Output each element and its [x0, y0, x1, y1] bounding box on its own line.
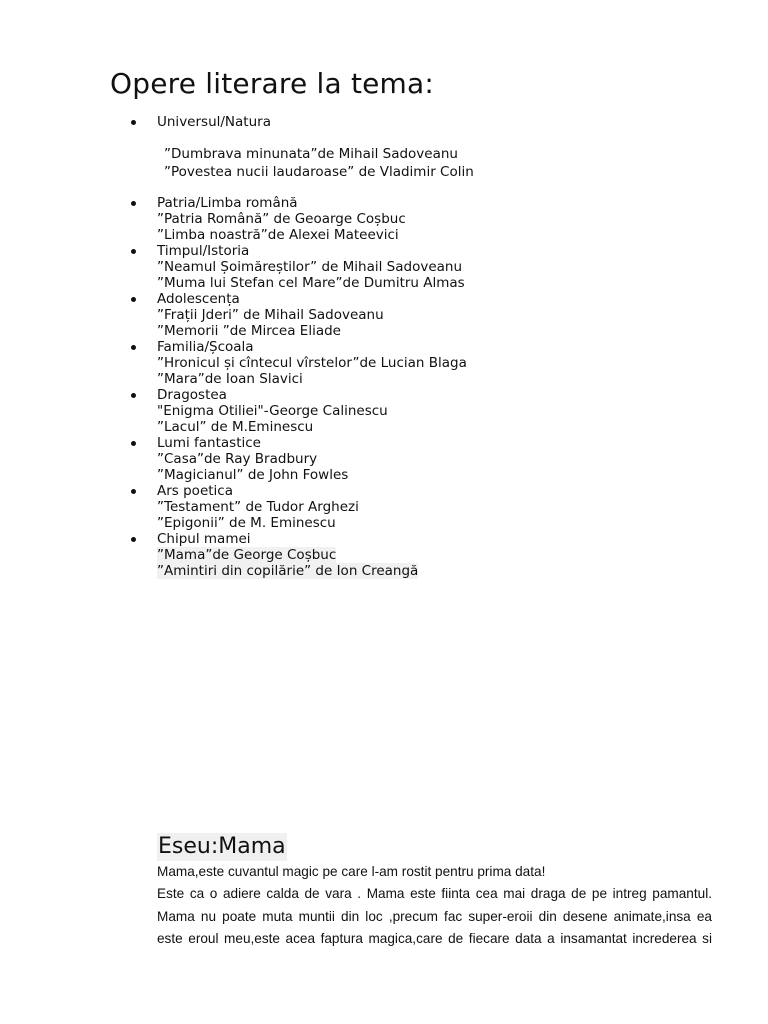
essay-line: Este ca o adiere calda de vara . Mama este fiinta cea mai draga de pe intreg pamantul. [157, 886, 712, 902]
topics-list [0, 114, 768, 579]
work-title: ”Muma lui Stefan cel Mare”de Dumitru Almas [157, 275, 465, 291]
topic-label: Patria/Limba română [157, 195, 298, 211]
list-item [0, 435, 768, 483]
bullet-icon [131, 249, 136, 254]
work-title-highlighted [157, 547, 768, 563]
topic-label: Universul/Natura [157, 114, 271, 130]
topic-label: Adolescența [157, 291, 240, 307]
list-item [0, 387, 768, 435]
work-title: ”Casa”de Ray Bradbury [157, 451, 318, 467]
bullet-icon [131, 441, 136, 446]
list-item [0, 243, 768, 291]
list-item [0, 114, 768, 195]
topic-label: Ars poetica [157, 483, 233, 499]
list-item [0, 195, 768, 243]
bullet-icon [131, 345, 136, 350]
essay-line: Mama nu poate muta muntii din loc ,precum fac super-eroii din desene animate,insa ea [157, 908, 712, 924]
bullet-icon [131, 201, 136, 206]
work-title-text: ”Amintiri din copilărie” de Ion Creangă [157, 563, 419, 579]
essay-line: Mama,este cuvantul magic pe care l-am rostit pentru prima data! [157, 864, 546, 879]
bullet-icon [131, 489, 136, 494]
work-title: ”Testament” de Tudor Arghezi [157, 499, 359, 515]
topic-label: Lumi fantastice [157, 435, 261, 451]
work-title: ”Limba noastră”de Alexei Mateevici [157, 227, 399, 243]
work-title: ”Epigonii” de M. Eminescu [157, 515, 336, 531]
topic-label: Timpul/Istoria [157, 243, 250, 259]
work-title: ”Frații Jderi” de Mihail Sadoveanu [157, 307, 384, 323]
bullet-icon [131, 120, 136, 125]
work-title: ”Lacul” de M.Eminescu [157, 419, 314, 435]
work-title-text: ”Mama”de George Coșbuc [157, 547, 337, 563]
topic-label: Familia/Școala [157, 339, 254, 355]
work-title: ”Magicianul” de John Fowles [157, 467, 349, 483]
list-item [0, 483, 768, 531]
work-title: ”Neamul Șoimăreștilor” de Mihail Sadoveanu [157, 259, 463, 275]
essay-section [157, 833, 737, 951]
work-title: ”Patria Română” de Geoarge Coșbuc [157, 211, 406, 227]
list-item [0, 339, 768, 387]
work-title: ”Mara”de Ioan Slavici [157, 371, 303, 387]
topic-label: Dragostea [157, 387, 227, 403]
work-title: ”Memorii ”de Mircea Eliade [157, 323, 341, 339]
work-title-highlighted [157, 563, 768, 579]
work-title: ”Hronicul și cîntecul vîrstelor”de Lucian Blaga [157, 355, 467, 371]
document-title: Opere literare la tema: [110, 67, 435, 100]
bullet-icon [131, 537, 136, 542]
list-item [0, 291, 768, 339]
essay-title: Eseu:Mama [158, 834, 286, 859]
topic-label: Chipul mamei [157, 531, 251, 547]
list-item [0, 531, 768, 579]
work-title: ”Povestea nucii laudaroase” de Vladimir Colin [164, 164, 474, 180]
bullet-icon [131, 297, 136, 302]
work-title: "Enigma Otiliei"-George Calinescu [157, 403, 388, 419]
bullet-icon [131, 393, 136, 398]
essay-line: este eroul meu,este acea faptura magica,care de fiecare data a insamantat increderea si [157, 931, 712, 947]
work-title: ”Dumbrava minunata”de Mihail Sadoveanu [164, 146, 458, 162]
